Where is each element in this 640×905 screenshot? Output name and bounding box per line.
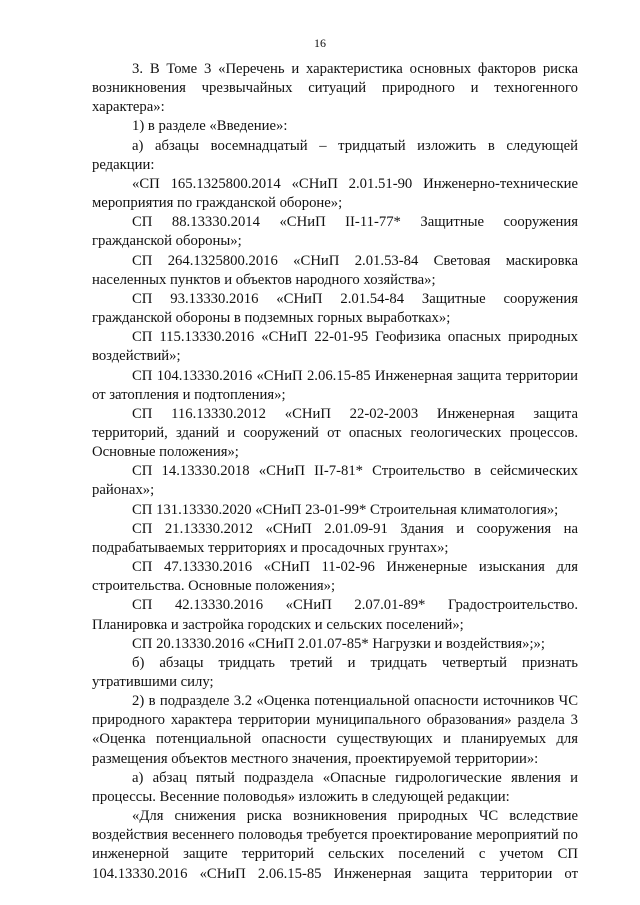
paragraph: 2) в подразделе 3.2 «Оценка потенциальной опасности источников ЧС природного характера территории муниципального образования» раздела 3 «Оценка потенциальной опасности существующих и планируемых для размещения объектов местного значения, проектируемой территории»: bbox=[92, 693, 578, 767]
paragraph: СП 104.13330.2016 «СНиП 2.06.15-85 Инженерная защита территории от затопления и подтопления»; bbox=[92, 367, 578, 403]
paragraph: а) абзац пятый подраздела «Опасные гидрологические явления и процессы. Весенние половодья» изложить в следующей редакции: bbox=[92, 769, 578, 805]
paragraph: СП 116.13330.2012 «СНиП 22-02-2003 Инженерная защита территорий, зданий и сооружений от опасных геологических процессов. Основные положения»; bbox=[92, 405, 578, 461]
paragraph: СП 88.13330.2014 «СНиП II-11-77* Защитные сооружения гражданской обороны»; bbox=[92, 214, 578, 250]
paragraph: СП 47.13330.2016 «СНиП 11-02-96 Инженерные изыскания для строительства. Основные положения»; bbox=[92, 559, 578, 595]
paragraph: СП 21.13330.2012 «СНиП 2.01.09-91 Здания и сооружения на подрабатываемых территориях и просадочных грунтах»; bbox=[92, 520, 578, 556]
paragraph: «СП 165.1325800.2014 «СНиП 2.01.51-90 Инженерно-технические мероприятия по гражданской обороне»; bbox=[92, 175, 578, 212]
document-body bbox=[92, 60, 578, 884]
paragraph: 1) в разделе «Введение»: bbox=[132, 118, 288, 135]
paragraph: СП 14.13330.2018 «СНиП II-7-81* Строительство в сейсмических районах»; bbox=[92, 463, 578, 499]
paragraph: СП 131.13330.2020 «СНиП 23-01-99* Строительная климатология»; bbox=[132, 501, 559, 518]
paragraph: СП 93.13330.2016 «СНиП 2.01.54-84 Защитные сооружения гражданской обороны в подземных горных выработках»; bbox=[92, 290, 578, 327]
paragraph: СП 264.1325800.2016 «СНиП 2.01.53-84 Световая маскировка населенных пунктов и объектов народного хозяйства»; bbox=[92, 252, 578, 288]
paragraph: СП 42.13330.2016 «СНиП 2.07.01-89* Градостроительство. Планировка и застройка городских и сельских поселений»; bbox=[92, 597, 578, 633]
paragraph: а) абзацы восемнадцатый – тридцатый изложить в следующей редакции: bbox=[92, 137, 578, 173]
paragraph: СП 20.13330.2016 «СНиП 2.01.07-85* Нагрузки и воздействия»;»; bbox=[132, 635, 545, 652]
paragraph: 3. В Томе 3 «Перечень и характеристика основных факторов риска возникновения чрезвычайных ситуаций природного и техногенного характера»: bbox=[92, 61, 578, 116]
paragraph: СП 115.13330.2016 «СНиП 22-01-95 Геофизика опасных природных воздействий»; bbox=[92, 329, 578, 365]
paragraph: «Для снижения риска возникновения природных ЧС вследствие воздействия весеннего половодья требуется проектирование мероприятий по инженерной защите территорий сельских поселений с учетом СП 104.13330.2016 «СНиП 2.06.15-85 Инженерная защита территории от bbox=[92, 808, 578, 882]
page-number: 16 bbox=[314, 36, 326, 50]
paragraph: б) абзацы тридцать третий и тридцать четвертый признать утратившими силу; bbox=[92, 654, 578, 690]
